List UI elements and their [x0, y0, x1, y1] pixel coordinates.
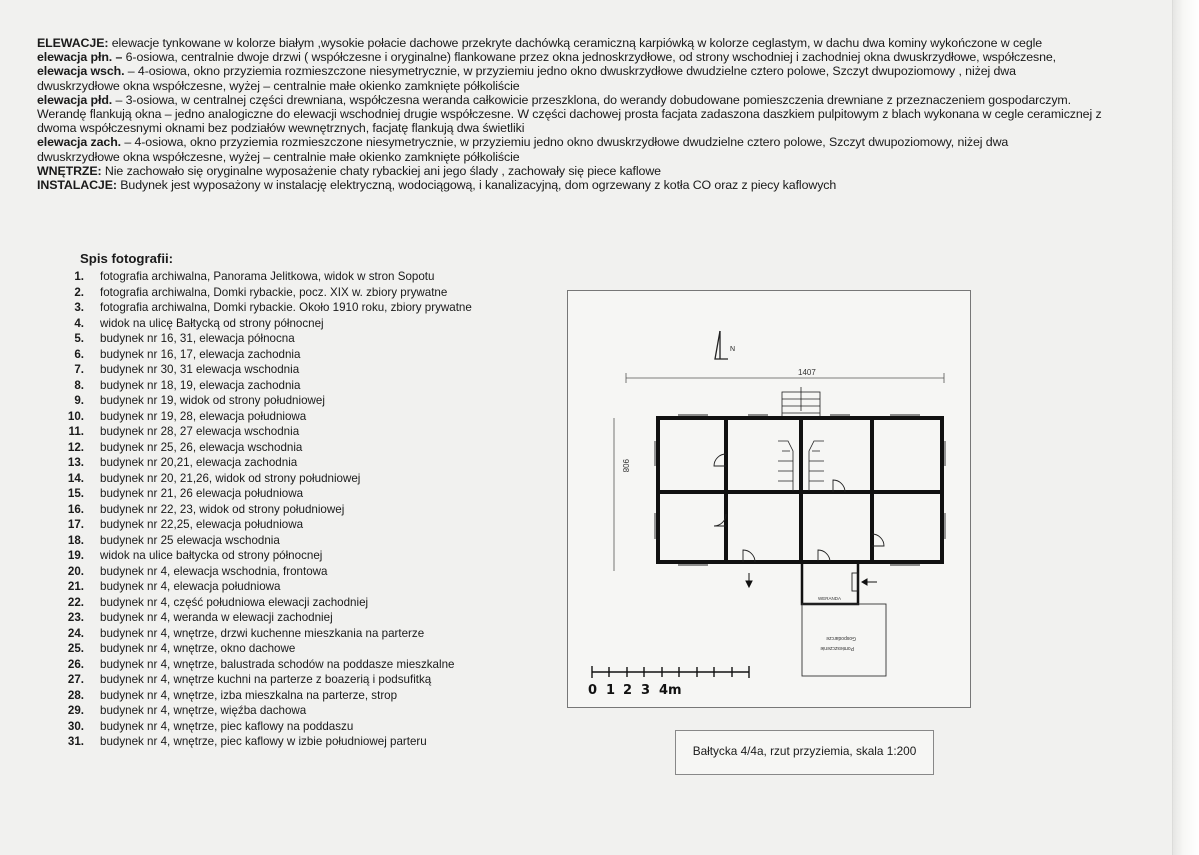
north-elevation-label: elewacja płn. –: [37, 50, 123, 65]
photo-item-number: 25.: [67, 642, 84, 655]
scale-bar: [592, 666, 749, 678]
photo-item-text: budynek nr 4, wnętrze, więźba dachowa: [100, 704, 307, 717]
photo-item-text: widok na ulicę Bałtycką od strony północnej: [100, 316, 324, 330]
photo-item-text: budynek nr 19, widok od strony południowej: [100, 394, 325, 407]
photo-item-number: 28.: [67, 688, 84, 702]
photo-list-item: [60, 316, 472, 332]
installations-line: INSTALACJE: Budynek jest wyposażony w instalację elektryczną, wodociągową, i kanalizacyjną, dom ogrzewany z kotła CO oraz z piecy kaflowych: [37, 178, 837, 193]
photo-item-number: 2.: [74, 285, 84, 299]
scale-label-2: 2: [623, 683, 633, 698]
photo-list-item: [60, 672, 472, 688]
photo-list-item: [60, 517, 472, 533]
photo-item-number: 26.: [67, 657, 84, 671]
photo-item-number: 16.: [67, 502, 84, 516]
photo-item-text: budynek nr 4, wnętrze, izba mieszkalna na parterze, strop: [100, 688, 398, 702]
photo-item-number: 8.: [74, 378, 84, 392]
photo-item-number: 6.: [74, 347, 84, 361]
west-elevation-label: elewacja zach.: [37, 135, 122, 150]
south-elevation-line-cont2: dwoma współczesnymi oknami bez podziałów wewnętrznych, facjatę flankują dwa świetliki: [37, 121, 525, 136]
veranda-label: WERANDA: [818, 596, 842, 601]
photo-item-text: budynek nr 4, elewacja południowa: [100, 580, 281, 593]
installations-label: INSTALACJE:: [37, 178, 117, 193]
scale-label-3: 3: [641, 683, 651, 698]
photo-list-item: [60, 734, 472, 750]
photo-list-item: [60, 486, 472, 502]
photo-item-text: budynek nr 20,21, elewacja zachodnia: [100, 456, 298, 469]
west-elevation-line-cont: dwuskrzydłowe okna współczesne, wyżej – centralnie małe okienko zamknięte półkoliście: [37, 149, 520, 164]
floor-plan: [568, 291, 970, 707]
photo-list-item: [60, 595, 472, 611]
photo-list-item: [60, 393, 472, 409]
photo-item-number: 12.: [67, 440, 84, 454]
east-elevation-line-cont: dwuskrzydłowe okna współczesne, wyżej – centralnie małe okienko zamknięte półkoliście: [37, 78, 520, 93]
photo-item-text: budynek nr 4, wnętrze, piec kaflowy na poddaszu: [100, 719, 354, 733]
photo-item-text: budynek nr 20, 21,26, widok od strony południowej: [100, 471, 361, 485]
photo-item-number: 30.: [67, 719, 84, 733]
east-elevation-line: elewacja wsch. – 4-osiowa, okno przyziemia rozmieszczone niesymetrycznie, w przyziemiu jedno okno dwuskrzydłowe dwudzielne cztero polowe, Szczyt dwupoziomowy , niżej dwa: [37, 64, 1016, 79]
page-edge: [1172, 0, 1199, 855]
photo-item-number: 3.: [74, 301, 84, 314]
entrance-steps: [782, 387, 820, 418]
photo-list-item: [60, 409, 472, 425]
scale-label-0: 0: [588, 683, 598, 698]
west-elevation-line: elewacja zach. – 4-osiowa, okno przyziemia rozmieszczone niesymetrycznie, w przyziemiu jedno okno dwuskrzydłowe dwudzielne cztero polowe, Szczyt dwupoziomowy, niżej dwa: [37, 135, 1009, 150]
photo-list-item: [60, 440, 472, 456]
photo-list-item: [60, 533, 472, 549]
photo-item-number: 13.: [67, 456, 84, 469]
outbuilding-label-1: Gospodarcze: [826, 635, 856, 641]
depth-dimension: 908: [621, 459, 630, 473]
outbuilding-label-2: Pomieszczenie: [820, 645, 854, 651]
north-arrow-icon: [715, 331, 728, 359]
north-elevation-line: elewacja płn. – 6-osiowa, centralnie dwoje drzwi ( współczesne i oryginalne) flankowane przez okna jednoskrzydłowe, od strony wschodniej i zachodniej okna dwuskrzydłowe, współczesne,: [37, 50, 1057, 65]
scale-label-4: 4m: [659, 683, 682, 698]
photo-item-number: 20.: [67, 564, 84, 578]
photo-item-number: 4.: [74, 316, 84, 330]
photo-item-text: budynek nr 18, 19, elewacja zachodnia: [100, 378, 301, 392]
photo-item-text: budynek nr 22, 23, widok od strony południowej: [100, 502, 345, 516]
building-outline: [658, 418, 942, 562]
photo-item-text: budynek nr 4, wnętrze, piec kaflowy w izbie południowej parteru: [100, 735, 427, 748]
photo-item-text: widok na ulice bałtycka od strony północnej: [100, 549, 323, 562]
photo-item-number: 14.: [67, 471, 84, 485]
photo-item-text: budynek nr 4, wnętrze kuchni na parterze z boazerią i podsufitką: [100, 673, 432, 686]
photo-item-number: 18.: [67, 533, 84, 547]
photo-item-text: budynek nr 28, 27 elewacja wschodnia: [100, 425, 300, 438]
photo-item-number: 17.: [67, 518, 84, 531]
photo-list-item: [60, 657, 472, 673]
photo-item-text: budynek nr 30, 31 elewacja wschodnia: [100, 363, 300, 376]
photo-item-number: 31.: [67, 735, 84, 748]
photo-list-item: [60, 703, 472, 719]
photo-item-number: 22.: [67, 595, 84, 609]
photo-item-number: 27.: [67, 673, 84, 686]
photo-list-item: [60, 347, 472, 363]
south-elevation-label: elewacja płd.: [37, 92, 113, 107]
photo-item-text: budynek nr 4, wnętrze, drzwi kuchenne mieszkania na parterze: [100, 626, 425, 640]
photo-item-text: fotografia archiwalna, Domki rybackie. Około 1910 roku, zbiory prywatne: [100, 301, 472, 314]
photo-list-item: [60, 688, 472, 704]
photo-list-item: [60, 285, 472, 301]
photo-item-text: budynek nr 22,25, elewacja południowa: [100, 518, 304, 531]
south-elevation-line-cont: Werandę flankują okna – jedno analogiczne do elewacji wschodniej drugie współczesne. W części dachowej prosta facjata zadaszona daszkiem pulpitowym z blach wykonana w cegle ceramicznej z: [37, 107, 1102, 122]
photo-list-item: [60, 564, 472, 580]
photo-list-item: [60, 424, 472, 440]
photo-item-number: 9.: [74, 394, 84, 407]
floor-plan-frame: [567, 290, 971, 708]
photo-list-item: [60, 378, 472, 394]
photo-item-text: fotografia archiwalna, Panorama Jelitkowa, widok w stron Sopotu: [100, 270, 435, 283]
photo-item-number: 7.: [74, 363, 84, 376]
photo-item-text: budynek nr 25, 26, elewacja wschodnia: [100, 440, 303, 454]
photo-list-item: [60, 269, 472, 285]
photo-list-item: [60, 579, 472, 595]
photo-list-item: [60, 610, 472, 626]
photo-list-item: [60, 362, 472, 378]
width-dimension: 1407: [798, 368, 816, 377]
photo-list-item: [60, 626, 472, 642]
plan-caption: Bałtycka 4/4a, rzut przyziemia, skala 1:200: [692, 744, 917, 758]
photo-item-number: 24.: [67, 626, 84, 640]
photo-item-number: 11.: [68, 425, 84, 438]
photo-item-text: budynek nr 4, wnętrze, okno dachowe: [100, 642, 296, 655]
south-elevation-line: elewacja płd. – 3-osiowa, w centralnej części drewniana, współczesna weranda całkowicie przeszklona, do werandy dobudowane pomieszczenia drewniane z przeznaczeniem gospodarczym.: [37, 92, 1071, 107]
photo-item-number: 15.: [67, 487, 84, 500]
photo-list-item: [60, 331, 472, 347]
interior-line: WNĘTRZE: Nie zachowało się oryginalne wyposażenie chaty rybackiej ani jego ślady , zachowały się piece kaflowe: [37, 163, 661, 178]
photo-list-item: [60, 455, 472, 471]
photo-item-text: budynek nr 4, elewacja wschodnia, frontowa: [100, 564, 328, 578]
elevations-line: ELEWACJE: elewacje tynkowane w kolorze białym ,wysokie połacie dachowe przekryte dachówką ceramiczną karpiówką w kolorze ceglastym, w dachu dwa kominy wykończone w cegle: [37, 36, 1043, 50]
photo-item-number: 29.: [67, 704, 84, 717]
photo-list-title: Spis fotografii:: [80, 251, 174, 266]
photo-list-item: [60, 548, 472, 564]
photo-item-number: 1.: [74, 270, 84, 283]
photo-item-number: 5.: [74, 332, 84, 345]
photo-item-number: 19.: [67, 549, 84, 562]
photo-item-text: budynek nr 16, 31, elewacja północna: [100, 332, 295, 345]
elevations-label: ELEWACJE:: [37, 36, 109, 50]
width-dimension-line: [626, 373, 944, 383]
east-elevation-label: elewacja wsch.: [37, 64, 125, 79]
photo-item-text: budynek nr 4, wnętrze, balustrada schodów na poddasze mieszkalne: [100, 657, 455, 671]
photo-item-text: budynek nr 4, część południowa elewacji zachodniej: [100, 595, 369, 609]
description-block: [37, 36, 1167, 192]
photo-item-text: budynek nr 21, 26 elewacja południowa: [100, 487, 304, 500]
photo-item-text: budynek nr 4, weranda w elewacji zachodniej: [100, 611, 333, 624]
north-label: N: [730, 346, 736, 353]
photo-item-text: fotografia archiwalna, Domki rybackie, pocz. XIX w. zbiory prywatne: [100, 285, 448, 299]
plan-caption-frame: [675, 730, 934, 775]
photo-item-number: 21.: [67, 580, 84, 593]
interior-label: WNĘTRZE:: [37, 163, 102, 178]
scale-label-1: 1: [606, 683, 616, 698]
photo-list: [60, 269, 472, 750]
photo-item-text: budynek nr 16, 17, elewacja zachodnia: [100, 347, 301, 361]
photo-item-text: budynek nr 19, 28, elewacja południowa: [100, 409, 307, 423]
photo-list-item: [60, 502, 472, 518]
photo-item-number: 23.: [67, 611, 84, 624]
photo-list-item: [60, 719, 472, 735]
photo-list-item: [60, 641, 472, 657]
photo-list-item: [60, 300, 472, 316]
photo-item-text: budynek nr 25 elewacja wschodnia: [100, 533, 280, 547]
photo-list-item: [60, 471, 472, 487]
photo-item-number: 10.: [67, 409, 84, 423]
